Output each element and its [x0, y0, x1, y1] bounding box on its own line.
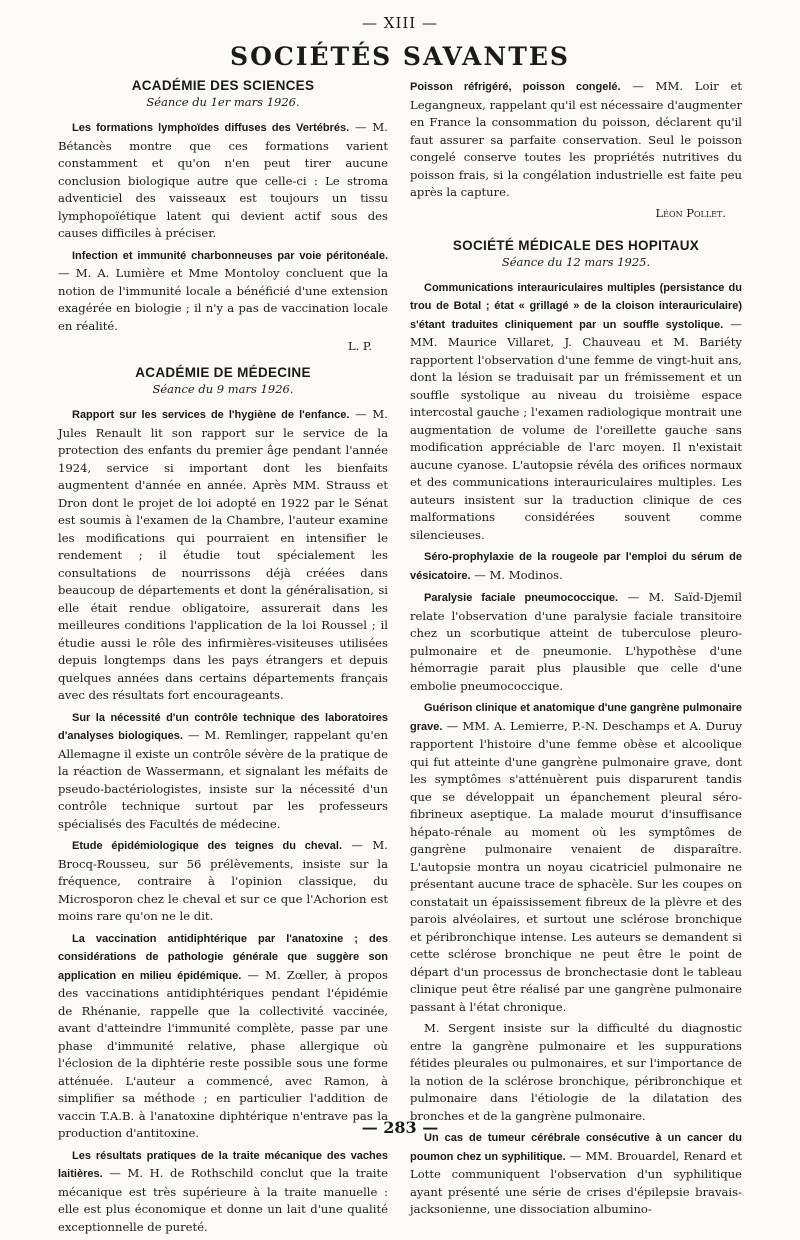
article-title: Les résultats pratiques de la traite mécanique des vaches laitières.: [58, 1149, 388, 1180]
article-entry: [58, 837, 388, 926]
article-text: M. Sergent insiste sur la difficulté du diagnostic entre la gangrène pulmonaire et les suppurations fétides pleurales ou pulmonaires, et sur l'importance de la notion de la sclérose bronchique, péribronchique et pulmonaire dans l'étiologie de la dilatation des bronches et de la gangrène pulmonaire.: [410, 1021, 742, 1123]
article-title: Etude épidémiologique des teignes du cheval.: [72, 840, 343, 852]
article-title: Rapport sur les services de l'hygiène de l'enfance.: [72, 409, 350, 421]
article-text: — M. Modinos.: [470, 567, 563, 582]
section-heading-academie-sciences: ACADÉMIE DES SCIENCES: [131, 78, 315, 93]
article-entry: [58, 709, 388, 834]
article-entry: [58, 1147, 388, 1237]
article-title: Infection et immunité charbonneuses par voie péritonéale.: [72, 249, 388, 262]
article-title: Communications interauriculaires multiples (persistance du trou de Botal ; état « grillagé » de la cloison interauriculaire) s'étant traduites cliniquement par un souffle systolique.: [410, 281, 742, 331]
article-title: Guérison clinique et anatomique d'une gangrène pulmonaire grave.: [410, 702, 742, 733]
page-number: — 283 —: [361, 1118, 439, 1137]
article-text: — M. H. de Rothschild conclut que la traite mécanique est très supérieure à la traite manuelle : elle est plus économique et donne un lait d'une qualité exceptionnelle de pureté.: [58, 1166, 388, 1234]
article-entry: [410, 548, 742, 585]
article-text: — MM. Loir et Legangneux, rappelant qu'il est nécessaire d'augmenter en France la consommation du poisson, déclarent qu'il faut assurer sa parfaite conservation. Seul le poisson congelé conserve toutes les propriétés nutritives du poisson frais, si la congélation industrielle est faite peu après la capture.: [410, 79, 743, 199]
article-text: — M. Bétancès montre que ces formations varient constamment et qu'on n'en peut tirer aucune conclusion biologique autre que celle-ci : Le stroma adventiciel des vaisseaux est toujours un tissu lymphopoïétique latent qui devient actif sous des causes difficiles à préciser.: [58, 120, 388, 240]
article-entry: [410, 589, 742, 695]
article-text: — MM. Brouardel, Renard et Lotte communiquent l'observation d'un syphilitique ayant présenté une série de crises d'épilepsie bravais-jacksonienne, une dissociation albumino-: [410, 1148, 742, 1216]
article-entry: [58, 247, 388, 336]
article-text: — MM. A. Lemierre, P.-N. Deschamps et A. Duruy rapportent l'histoire d'une femme obèse et alcoolique qui fut atteinte d'une gangrène pulmonaire grave, dont les symptômes s'atténuèrent puis disparurent tandis que se développait un épanchement pleural séro-fibrineux aseptique. La malade mourut d'insuffisance hépato-rénale au moment où les symptômes de gangrène pulmonaire venaient de disparaître. L'autopsie montra un noyau cicatriciel pulmonaire ne présentant aucune trace de sphacèle. Sur les coupes on constatait un épaississement fibreux de la plèvre et des parois alvéolaires, et surtout une sclérose bronchique et péribronchique intense. Les auteurs se demandent si cette sclérose bronchique ne peut être le point de départ d'un processus de bronchectasie dont le tableau clinique peut être réalisé par une gangrène pulmonaire passant à l'état chronique.: [410, 718, 742, 1014]
left-column: [58, 78, 388, 1240]
section-heading-societe-medicale: SOCIÉTÉ MÉDICALE DES HOPITAUX: [452, 237, 700, 253]
article-entry: [58, 930, 388, 1143]
signature: Léon Pollet.: [655, 205, 726, 220]
article-text: — M. Brocq-Rousseu, sur 56 prélèvements, insiste sur la fréquence, contraire à l'opinion classique, du Microsporon chez le cheval et sur ce que l'Achorion est moins rare qu'on ne le dit.: [58, 838, 388, 923]
right-column: [410, 78, 742, 1223]
signature: L. P.: [347, 339, 372, 353]
article-title: La vaccination antidiphtérique par l'anatoxine ; des considérations de pathologie générale que suggère son application en milieu épidémique.: [58, 932, 388, 982]
article-entry: [410, 699, 742, 1016]
article-entry: [58, 406, 388, 705]
article-entry: [410, 78, 742, 202]
article-title: Poisson réfrigéré, poisson congelé.: [410, 81, 621, 93]
article-text: — M. Saïd-Djemil relate l'observation d'une paralysie faciale transitoire chez un scorbutique atteint de tuberculose pleuro-pulmonaire et de pneumonie. L'hypothèse d'une hémorragie parait plus plausible que celle d'une embolie pneumococcique.: [410, 590, 742, 693]
article-title: Paralysie faciale pneumococcique.: [424, 592, 618, 604]
article-entry: [58, 119, 388, 243]
session-date: Séance du 9 mars 1926.: [152, 382, 294, 396]
article-entry: [410, 1129, 742, 1219]
page-roman-numeral: — XIII —: [362, 14, 438, 32]
article-title: Les formations lymphoïdes diffuses des Vertébrés.: [72, 122, 350, 134]
article-text: — MM. Maurice Villaret, J. Chauveau et M. Bariéty rapportent l'observation d'une femme de vingt-huit ans, dont la lésion se traduisait par un frémissement et un souffle systolique au niveau du troisième espace intercostal gauche ; l'examen radiologique montrait une augmentation de volume de l'oreillette gauche sans modification appréciable de l'arc moyen. Il n'existait aucune cyanose. L'autopsie révéla des orifices normaux et des communications interauriculaires multiples. Les auteurs insistent sur la traduction clinique de ces malformations considérées souvent comme silencieuses.: [410, 316, 742, 542]
page-title: SOCIÉTÉS SAVANTES: [230, 42, 570, 71]
section-heading-academie-medecine: ACADÉMIE DE MÉDECINE: [135, 365, 311, 380]
article-text: — M. Zœller, à propos des vaccinations antidiphtériques pendant l'épidémie de Rhénanie, rappelle que la collectivité vaccinée, avant d'atteindre l'immunité complète, passe par une phase d'immunité relative, phase allergique où l'éclosion de la diphtérie reste possible sous une forme atténuée. L'auteur a commencé, avec Ramon, à simplifier sa méthode ; en particulier l'addition de vaccin T.A.B. à l'anatoxine diphtérique n'entrave pas la production d'antitoxine.: [58, 967, 388, 1140]
article-text: — M. A. Lumière et Mme Montoloy concluent que la notion de l'immunité locale a bénéficié d'une extension exagérée en biologie ; il n'y a pas de vaccination locale en réalité.: [58, 266, 388, 333]
article-title: Un cas de tumeur cérébrale consécutive à un cancer du poumon chez un syphilitique.: [410, 1132, 742, 1163]
session-date: Séance du 12 mars 1925.: [501, 254, 651, 269]
article-entry: [410, 279, 742, 545]
article-title: Séro-prophylaxie de la rougeole par l'emploi du sérum de vésicatoire.: [410, 551, 742, 582]
session-date: Séance du 1er mars 1926.: [146, 95, 300, 109]
article-text: — M. Remlinger, rappelant qu'en Allemagne il existe un contrôle sévère de la pratique de la réaction de Wassermann, et signalant les méfaits de pseudo-bactériologistes, insiste sur la nécessité d'un contrôle technique surtout par les professeurs spécialisés des Facultés de médecine.: [58, 728, 388, 831]
article-text: — M. Jules Renault lit son rapport sur le service de la protection des enfants du premier âge pendant l'année 1924, service si important dont les bienfaits augmentent d'année en année. Après MM. Strauss et Dron dont le projet de loi adopté en 1922 par le Sénat est soumis à l'examen de la Chambre, l'auteur examine les modifications qui pourraient en intensifier le rendement ; il étudie tout spécialement les consultations de nourrissons déjà créées dans beaucoup de départements et dont la généralisation, si elle était rendue obligatoire, assurerait dans les meilleures conditions l'application de la loi Roussel ; il étudie aussi le rôle des infirmières-visiteuses utilisées depuis longtemps dans les pays étrangers et depuis quelques années dans certains départements français avec des résultats fort encourageants.: [58, 407, 388, 702]
article-title: Sur la nécessité d'un contrôle technique des laboratoires d'analyses biologiques.: [58, 711, 388, 742]
article-entry: [410, 1020, 742, 1125]
